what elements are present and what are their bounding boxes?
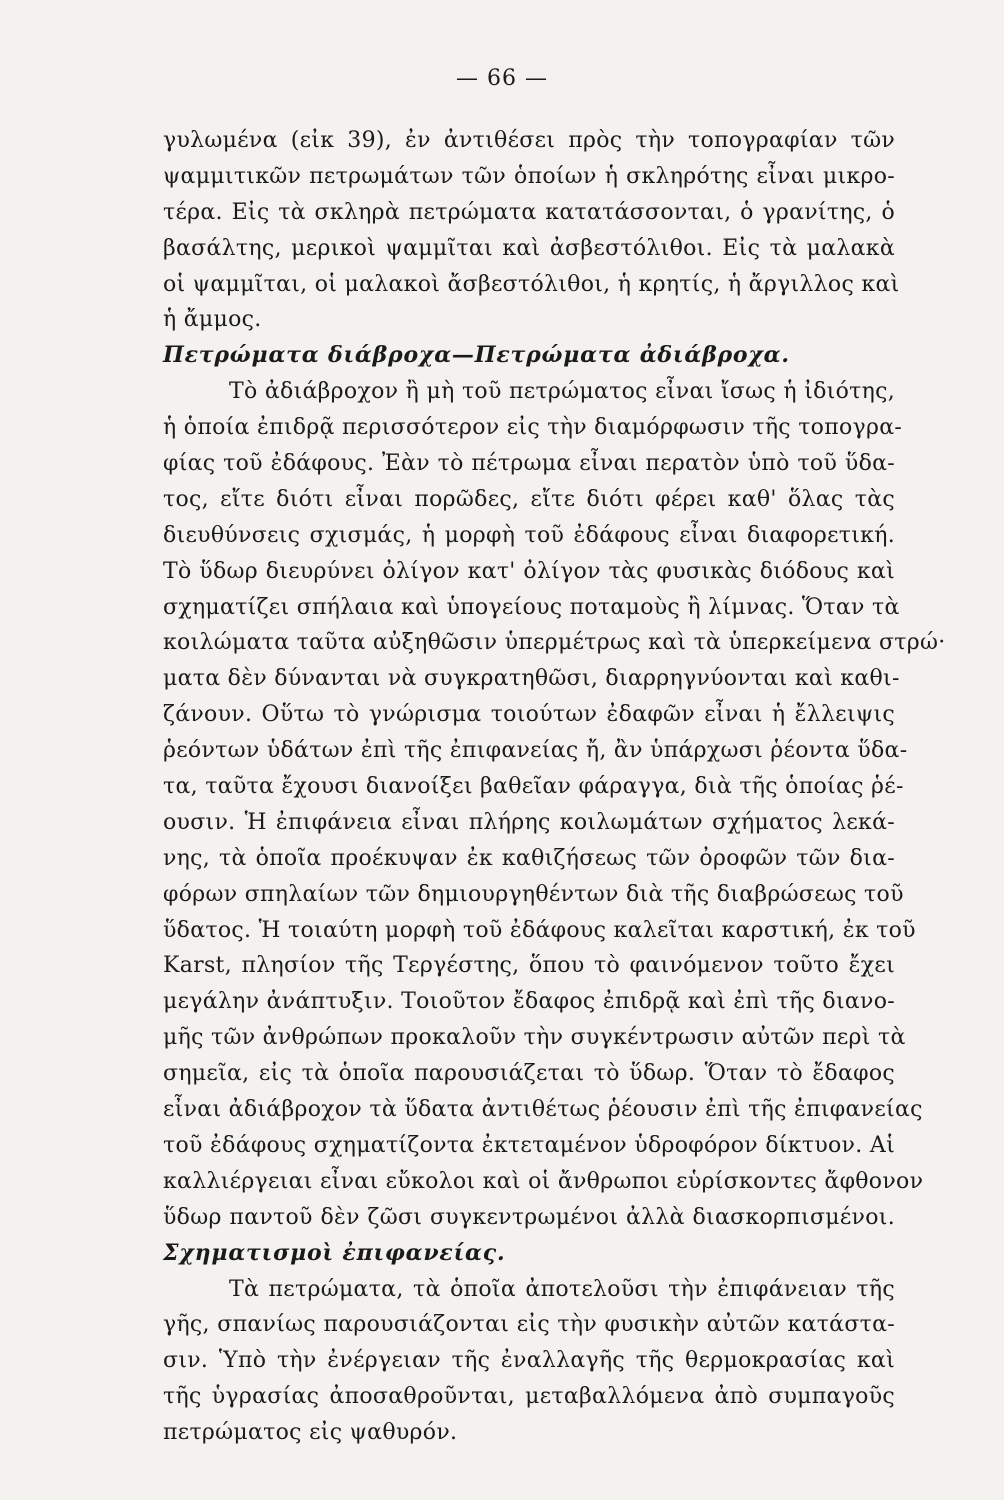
text-line: ματα δὲν δύνανται νὰ συγκρατηθῶσι, διαρρηγνύονται καὶ καθι- [163, 666, 900, 692]
text-line: πετρώματος εἰς ψαθυρόν. [163, 1420, 458, 1446]
main-text [163, 123, 946, 1451]
text-line: τῆς ὑγρασίας ἀποσαθροῦνται, μεταβαλλόμενα ἀπὸ συμπαγοῦς [163, 1384, 895, 1410]
text-line: ἡ ἄμμος. [163, 307, 262, 333]
text-line: σιν. Ὑπὸ τὴν ἐνέργειαν τῆς ἐναλλαγῆς τῆς θερμοκρασίας καὶ [163, 1348, 895, 1374]
text-line: εἶναι ἀδιάβροχον τὰ ὕδατα ἀντιθέτως ῥέουσιν ἐπὶ τῆς ἐπιφανείας [163, 1097, 923, 1123]
section-heading: Πετρώματα διάβροχα—Πετρώματα ἀδιάβροχα. [163, 342, 790, 369]
text-line: Τὸ ὕδωρ διευρύνει ὀλίγον κατ' ὀλίγον τὰς φυσικὰς διόδους καὶ [163, 558, 895, 584]
text-line: ῥεόντων ὑδάτων ἐπὶ τῆς ἐπιφανείας ἤ, ἂν ὑπάρχωσι ῥέοντα ὕδα- [163, 738, 908, 764]
text-line: Karst, πλησίον τῆς Τεργέστης, ὅπου τὸ φαινόμενον τοῦτο ἔχει [163, 953, 895, 979]
text-line: μῆς τῶν ἀνθρώπων προκαλοῦν τὴν συγκέντρωσιν αὐτῶν περὶ τὰ [163, 1025, 906, 1051]
text-line: κοιλώματα ταῦτα αὐξηθῶσιν ὑπερμέτρως καὶ τὰ ὑπερκείμενα στρώ· [163, 630, 946, 656]
text-line: νης, τὰ ὁποῖα προέκυψαν ἐκ καθιζήσεως τῶν ὀροφῶν τῶν δια- [163, 845, 895, 871]
text-line: γυλωμένα (εἰκ 39), ἐν ἀντιθέσει πρὸς τὴν τοπογραφίαν τῶν [163, 128, 895, 153]
text-line: ἡ ὁποία ἐπιδρᾷ περισσότερον εἰς τὴν διαμόρφωσιν τῆς τοπογρα- [163, 415, 903, 441]
text-line: τέρα. Εἰς τὰ σκληρὰ πετρώματα κατατάσσονται, ὁ γρανίτης, ὁ [163, 199, 895, 225]
page-number: — 66 — [456, 66, 548, 91]
text-line: γῆς, σπανίως παρουσιάζονται εἰς τὴν φυσικὴν αὐτῶν κατάστα- [163, 1312, 895, 1338]
text-line: τα, ταῦτα ἔχουσι διανοίξει βαθεῖαν φάραγγα, διὰ τῆς ὁποίας ῥέ- [163, 774, 904, 800]
text-line: ψαμμιτικῶν πετρωμάτων τῶν ὁποίων ἡ σκληρότης εἶναι μικρο- [163, 163, 895, 189]
text-line: φόρων σπηλαίων τῶν δημιουργηθέντων διὰ τῆς διαβρώσεως τοῦ [163, 881, 904, 907]
text-line: οἱ ψαμμῖται, οἱ μαλακοὶ ἄσβεστόλιθοι, ἡ κρητίς, ἡ ἄργιλλος καὶ [163, 271, 900, 297]
text-line: ζάνουν. Οὕτω τὸ γνώρισμα τοιούτων ἐδαφῶν εἶναι ἡ ἔλλειψις [163, 702, 895, 728]
text-line: ὕδωρ παντοῦ δὲν ζῶσι συγκεντρωμένοι ἀλλὰ διασκορπισμένοι. [163, 1204, 895, 1230]
text-line: ουσιν. Ἡ ἐπιφάνεια εἶναι πλήρης κοιλωμάτων σχήματος λεκά- [163, 809, 895, 835]
text-line: βασάλτης, μερικοὶ ψαμμῖται καὶ ἀσβεστόλιθοι. Εἰς τὰ μαλακὰ [163, 235, 895, 261]
text-line: τοῦ ἐδάφους σχηματίζοντα ἐκτεταμένον ὑδροφόρον δίκτυον. Αἱ [163, 1132, 895, 1158]
text-line: μεγάλην ἀνάπτυξιν. Τοιοῦτον ἔδαφος ἐπιδρᾷ καὶ ἐπὶ τῆς διανο- [163, 989, 895, 1015]
text-line: σημεῖα, εἰς τὰ ὁποῖα παρουσιάζεται τὸ ὕδωρ. Ὅταν τὸ ἔδαφος [163, 1061, 895, 1087]
section-heading: Σχηματισμοὶ ἐπιφανείας. [163, 1239, 506, 1266]
text-line: ὕδατος. Ἡ τοιαύτη μορφὴ τοῦ ἐδάφους καλεῖται καρστική, ἐκ τοῦ [163, 917, 916, 943]
text-line: Τὰ πετρώματα, τὰ ὁποῖα ἀποτελοῦσι τὴν ἐπιφάνειαν τῆς [229, 1276, 895, 1302]
text-line: τος, εἴτε διότι εἶναι πορῶδες, εἴτε διότι φέρει καθ' ὅλας τὰς [163, 486, 895, 512]
text-line: διευθύνσεις σχισμάς, ἡ μορφὴ τοῦ ἐδάφους εἶναι διαφορετική. [163, 522, 895, 548]
text-line: φίας τοῦ ἐδάφους. Ἐὰν τὸ πέτρωμα εἶναι περατὸν ὑπὸ τοῦ ὕδα- [163, 451, 895, 477]
text-line: σχηματίζει σπήλαια καὶ ὑπογείους ποταμοὺς ἢ λίμνας. Ὅταν τὰ [163, 594, 900, 620]
text-line: Τὸ ἀδιάβροχον ἢ μὴ τοῦ πετρώματος εἶναι ἴσως ἡ ἰδιότης, [229, 379, 895, 405]
text-line: καλλιέργειαι εἶναι εὔκολοι καὶ οἱ ἄνθρωποι εὑρίσκοντες ἄφθονον [163, 1168, 924, 1194]
